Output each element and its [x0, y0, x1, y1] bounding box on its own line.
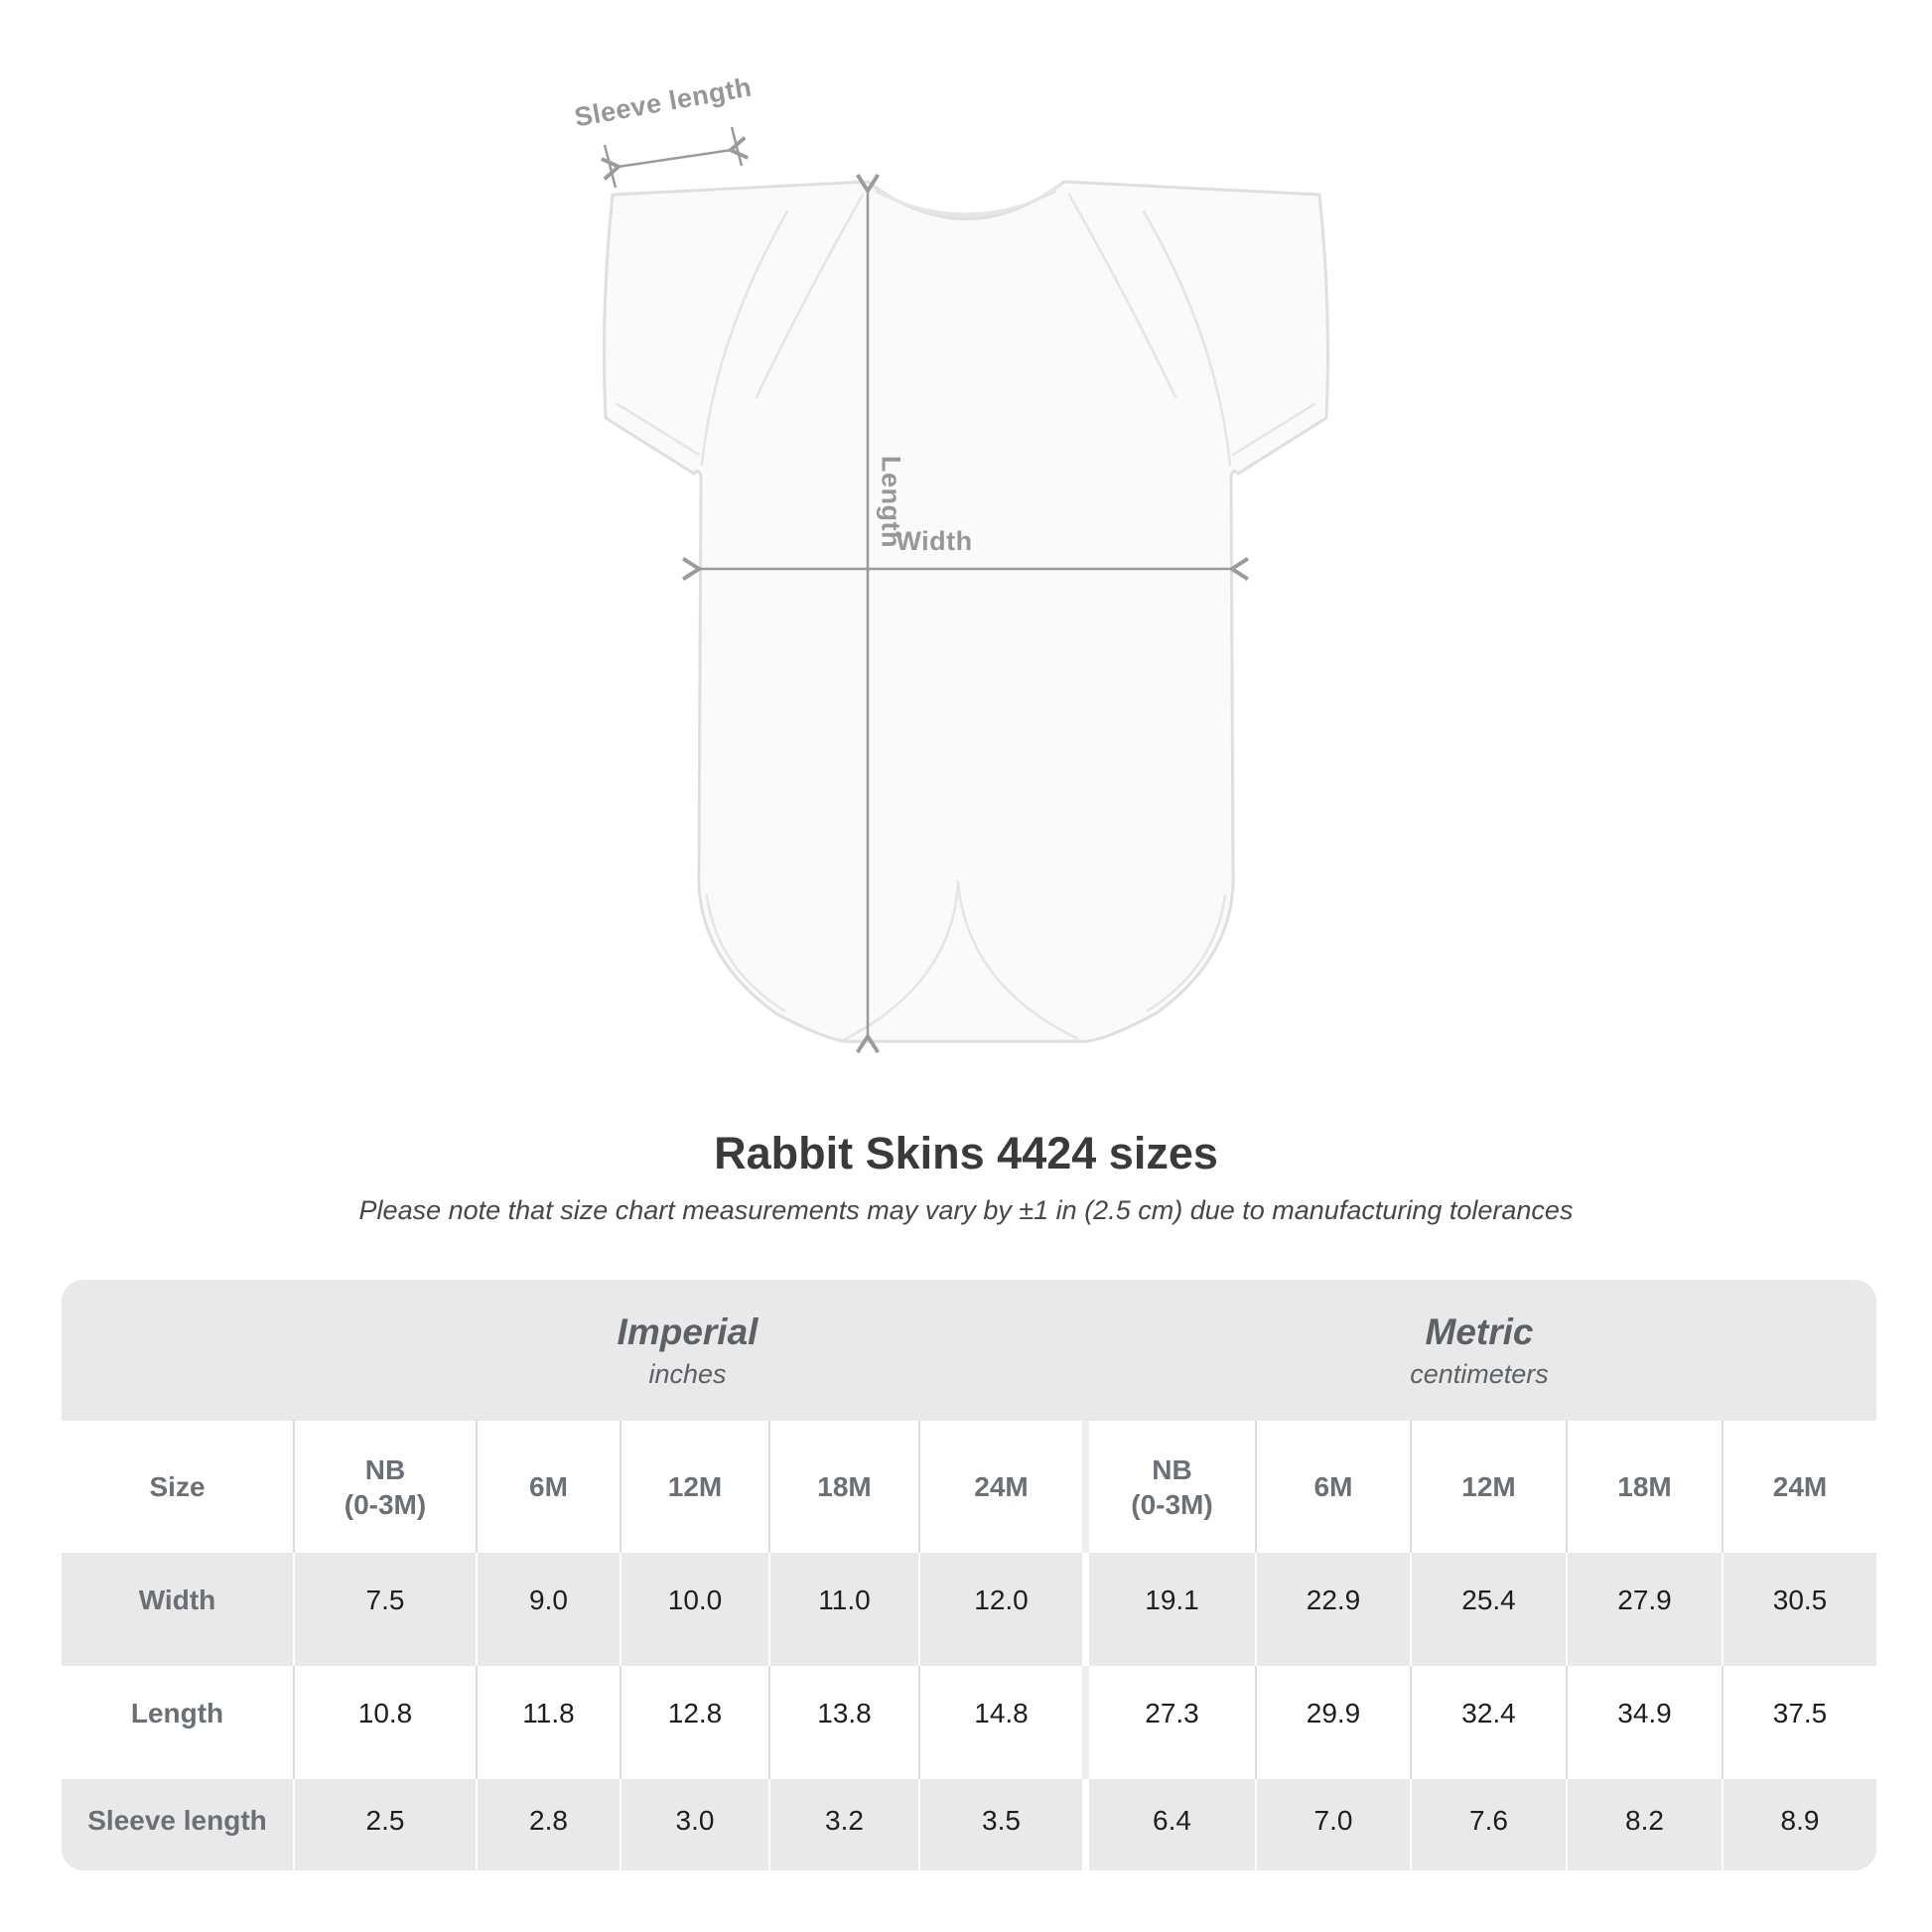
- table-row-length: [62, 1666, 1876, 1779]
- column-header-sublabel: (0-3M): [344, 1488, 427, 1520]
- sleeve-dim-tick-right: [732, 127, 742, 166]
- row-label: Sleeve length: [87, 1804, 267, 1836]
- column-header-6m-imperial: [476, 1421, 620, 1553]
- table-cell: 2.5: [293, 1779, 476, 1870]
- column-header-label: 12M: [1461, 1471, 1516, 1502]
- band-spacer: [62, 1280, 293, 1421]
- metric-label: Metric: [1425, 1311, 1534, 1352]
- column-header-24m-metric: [1722, 1421, 1876, 1553]
- table-cell: 12.8: [620, 1666, 768, 1779]
- table-cell: 12.0: [918, 1553, 1082, 1666]
- column-header-label: Size: [149, 1471, 206, 1502]
- unit-group-imperial: [293, 1280, 1082, 1421]
- column-header-12m-imperial: [620, 1421, 768, 1553]
- onesie-body-outline: [605, 182, 1328, 1041]
- size-chart-subtitle: Please note that size chart measurements may vary by ±1 in (2.5 cm) due to manufacturing tolerances: [358, 1195, 1574, 1225]
- column-header-label: NB: [1152, 1453, 1192, 1485]
- column-header-label: 12M: [667, 1471, 723, 1502]
- metric-unit: centimeters: [1410, 1358, 1549, 1389]
- table-cell: 3.5: [918, 1779, 1082, 1870]
- table-cell: 37.5: [1722, 1666, 1876, 1779]
- table-cell: 11.8: [476, 1666, 620, 1779]
- size-chart-title: Rabbit Skins 4424 sizes: [714, 1128, 1218, 1178]
- table-cell: 9.0: [476, 1553, 620, 1666]
- column-header-label: 6M: [1313, 1471, 1353, 1502]
- column-header-nb-metric: [1082, 1421, 1255, 1553]
- row-label: Length: [130, 1697, 224, 1728]
- size-table: [62, 1280, 1876, 1870]
- imperial-label: Imperial: [617, 1311, 759, 1352]
- column-header-size: [62, 1421, 293, 1553]
- table-cell: 19.1: [1082, 1553, 1255, 1666]
- column-header-label: 18M: [1617, 1471, 1672, 1502]
- table-row-sleeve-length: [62, 1779, 1876, 1870]
- table-cell: 22.9: [1255, 1553, 1410, 1666]
- column-header-24m-imperial: [918, 1421, 1082, 1553]
- row-label: Width: [138, 1584, 216, 1615]
- column-header-18m-metric: [1566, 1421, 1722, 1553]
- column-header-label: 18M: [817, 1471, 872, 1502]
- table-cell: 8.9: [1722, 1779, 1876, 1870]
- column-header-12m-metric: [1410, 1421, 1566, 1553]
- onesie-garment: [605, 182, 1328, 1041]
- table-cell: 7.5: [293, 1553, 476, 1666]
- length-label: Length: [876, 455, 906, 548]
- column-header-6m-metric: [1255, 1421, 1410, 1553]
- sleeve-dim-tick-left: [605, 145, 616, 188]
- table-cell: 2.8: [476, 1779, 620, 1870]
- unit-group-band: [62, 1280, 1876, 1421]
- table-row-width: [62, 1553, 1876, 1666]
- table-cell: 14.8: [918, 1666, 1082, 1779]
- column-header-nb-imperial: [293, 1421, 476, 1553]
- table-cell: 8.2: [1566, 1779, 1722, 1870]
- table-cell: 7.0: [1255, 1779, 1410, 1870]
- column-header-18m-imperial: [768, 1421, 918, 1553]
- table-cell: 10.0: [620, 1553, 768, 1666]
- table-header-row: [62, 1421, 1876, 1553]
- sleeve-length-arrow: [618, 150, 732, 167]
- column-header-label: NB: [364, 1453, 406, 1485]
- sleeve-length-label: Sleeve length: [572, 71, 755, 133]
- table-cell: 27.9: [1566, 1553, 1722, 1666]
- column-header-label: 6M: [529, 1471, 568, 1502]
- table-cell: 3.0: [620, 1779, 768, 1870]
- table-cell: 11.0: [768, 1553, 918, 1666]
- table-cell: 25.4: [1410, 1553, 1566, 1666]
- table-cell: 7.6: [1410, 1779, 1566, 1870]
- column-header-label: 24M: [974, 1471, 1029, 1502]
- table-cell: 32.4: [1410, 1666, 1566, 1779]
- imperial-unit: inches: [648, 1358, 727, 1389]
- table-cell: 10.8: [293, 1666, 476, 1779]
- column-header-label: 24M: [1772, 1471, 1828, 1502]
- width-label: Width: [896, 526, 973, 556]
- table-cell: 27.3: [1082, 1666, 1255, 1779]
- table-cell: 29.9: [1255, 1666, 1410, 1779]
- table-cell: 13.8: [768, 1666, 918, 1779]
- column-header-sublabel: (0-3M): [1131, 1488, 1213, 1520]
- table-cell: 30.5: [1722, 1553, 1876, 1666]
- table-cell: 3.2: [768, 1779, 918, 1870]
- table-cell: 34.9: [1566, 1666, 1722, 1779]
- unit-group-metric: [1082, 1280, 1876, 1421]
- table-cell: 6.4: [1082, 1779, 1255, 1870]
